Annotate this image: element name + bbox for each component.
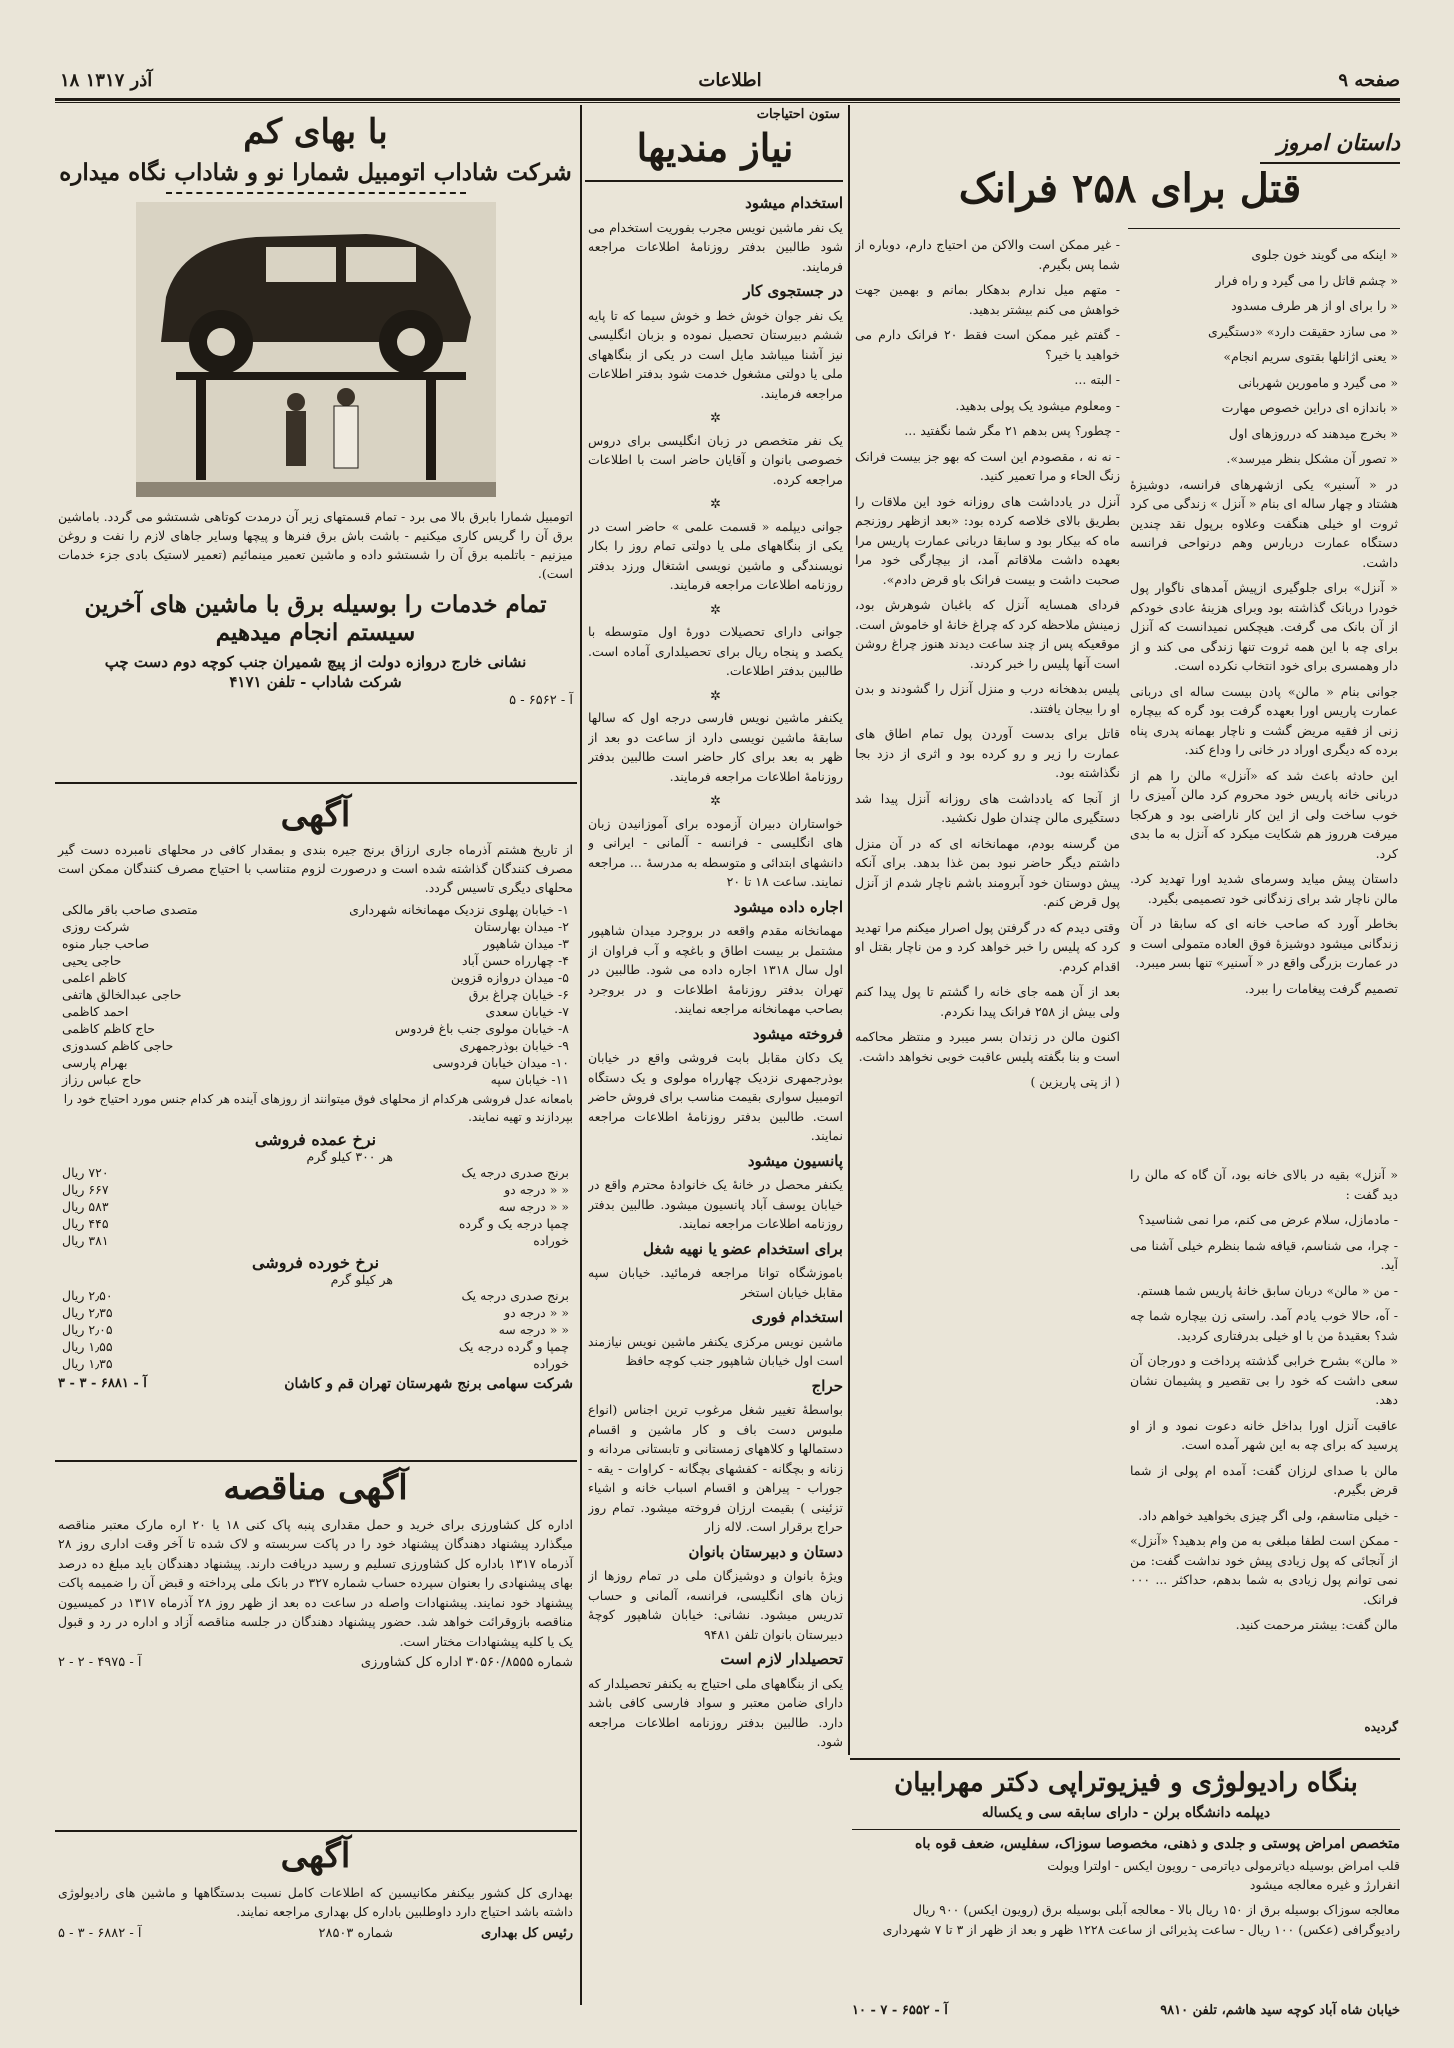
cell: ۱- خیابان پهلوی نزدیک مهمانخانه شهرداری [349, 901, 569, 917]
classified-heading: استخدام میشود [745, 194, 843, 212]
story-kicker: داستان امروز [1277, 130, 1400, 156]
clinic-ref: آ - ۶۵۵۲ - ۷ - ۱۰ [852, 2003, 948, 2018]
cell: ۱۱- خیابان سپه [490, 1071, 569, 1087]
clinic-methods: قلب امراض بوسیله دیاترمولی دیاترمی - رویون ایکس - اولترا ویولت [1047, 1858, 1400, 1874]
story-paragraph: - من « مالن» دربان سابق خانهٔ پاریس شما هستم. [1136, 1282, 1398, 1298]
health-notice-body: بهداری کل کشور بیکنفر مکانیسین که اطلاعات کامل نسبت بدستگاهها و ماشین های رادیولوژی داشته باشد احتیاج دارد داوطلبین باداره کل بهداری مراجعه نمایند. [58, 1884, 573, 1920]
cell: حاجی عبدالخالق هاتفی [62, 986, 182, 1002]
classified-text: باموزشگاه توانا مراجعه فرمائید. خیابان سپه مقابل خیابان استخر [588, 1265, 843, 1300]
cell: حاجی کاظم کسدوزی [62, 1037, 174, 1053]
cell: بهرام پارسی [62, 1054, 128, 1070]
paper-name: اطلاعات [698, 70, 762, 91]
wholesale-price-table [58, 1164, 573, 1249]
ad-company: شرکت شاداب - تلفن ۴۱۷۱ [229, 672, 402, 691]
story-paragraph: « تصور آن مشکل بنظر میرسد». [1226, 451, 1398, 466]
classified-heading: حراج [811, 1376, 843, 1395]
ad-body: اتومبیل شمارا بابرق بالا می برد - تمام قسمتهای زیر آن درمدت کوتاهی شستشو می گردد. باماشین برق آن را گریس کاری میکنیم - باشت باش برق فنرها و پیچها وسایر جاهای لازم را نفت و روغن میزنیم - باتلمبه برق آن را شستشو داده و ماشین تعمیر مینمائیم (تعمیر لاستیک بادی جزء خدمات است). [58, 509, 573, 582]
price-row [58, 1338, 573, 1355]
classified-text: یک دکان مقابل بابت فروشی واقع در خیابان بوذرجمهری نزدیک چهارراه مولوی و یک دستگاه اتومبیل سواری بقیمت مناسب برای فروش حاضر است. طالبین بدفتر روزنامهٔ اطلاعات مراجعه نمایند. [588, 1050, 843, 1143]
story-paragraph: « را برای او از هر طرف مسدود [1231, 298, 1398, 313]
classified-text: یکنفر ماشین نویس فارسی درجه اول که سالها سابقهٔ ماشین نویسی دارد از ساعت دو بعد از ظهر به بعد برای کار حاضر است طالبین بدفتر روزنامهٔ اطلاعات مراجعه فرمایند. [588, 710, 843, 784]
cell: خوراده [533, 1355, 569, 1371]
story-paragraph: آنزل در یادداشت های روزانه خود این ملاقات را بطریق بالای خلاصه کرده بود: «بعد ازظهر روزنجم ماه که بیکار بود و سابقا دربانی عمارت پاریس مرا بعهده داشت ملاقاتم آمد، از بیچارگی خود مرا صحبت داشت و بیست فرانک باو قرض دادم». [855, 493, 1120, 587]
story-paragraph: جوانی بنام « مالن» پادن بیست ساله ای دربانی عمارت پاریس اورا بعهده گرفت بود گره که بیچاره زنی از فقیه مریض گشت و ناچار بهمانه پدری پناه برده که دیگری اوراد در خانی را وداع کند. [1130, 683, 1398, 757]
story-paragraph: داستان پیش میاید وسرمای شدید اورا تهدید کرد. مالن ناچار شد برای زندگانی خود تصمیمی بگیرد. [1130, 871, 1398, 906]
issue-date: ۱۸ آذر ۱۳۱۷ [60, 70, 153, 91]
wanted-rule [585, 180, 843, 182]
place-row [58, 1003, 573, 1020]
shadab-ad [58, 112, 573, 802]
classified-text: یک نفر متخصص در زبان انگلیسی برای دروس خصوصی بانوان و آقایان حاضر است با اطلاعات مراجعه کرده. [588, 432, 843, 487]
ad-ref: آ - ۶۵۶۲ - ۵ [509, 692, 573, 708]
place-row [58, 935, 573, 952]
cell: ۱۰- میدان خیابان فردوسی [432, 1054, 569, 1070]
story-paragraph: مالن گفت: بیشتر مرحمت کنید. [1235, 1617, 1398, 1632]
cell: ۶۶۷ ریال [62, 1181, 109, 1197]
cell: متصدی صاحب باقر مالکی [62, 901, 198, 917]
price-row [58, 1304, 573, 1321]
cell: برنج صدری درجه یک [461, 1287, 569, 1303]
story-column-1 [1130, 245, 1398, 1160]
classified-heading: استخدام فوری [751, 1308, 843, 1326]
column-divider [580, 105, 582, 2005]
story-paragraph: « مالن» بشرح خرابی گذشته پرداخت و دورجان آن سعی داشت که خود را بی تقصیر و پشیمان نشان دهد. [1130, 1353, 1398, 1407]
cell: ۷۲۰ ریال [62, 1164, 109, 1180]
cell: چمپا درجه یک و گرده [458, 1215, 569, 1231]
cell: حاج کاظم کاظمی [62, 1020, 155, 1036]
price-row [58, 1287, 573, 1304]
cell: ۸- خیابان مولوی جنب باغ فردوس [394, 1020, 569, 1036]
header-rule-thin [55, 102, 1400, 103]
story-paragraph: این حادثه باعث شد که «آنزل» مالن را هم از دربانی خانه پاریس خود محروم کرد مالن آمیزی را خوب ساخت ولی از این کار ناراضی بود و هرکجا میرفت هرروز هم شکایت میکرد که آنزل به ما بدی کرد. [1130, 767, 1398, 861]
column-divider [848, 105, 850, 1755]
ad-address: نشانی خارج دروازه دولت از پیچ شمیران جنب کوچه دوم دست چپ [104, 652, 527, 671]
rice-notice-ref: آ - ۶۸۸۱ - ۳ - ۳ [58, 1375, 147, 1391]
distribution-places-table [58, 901, 573, 1088]
story-paragraph: وقتی دیدم که در گرفتن پول اصرار میکنم مرا تهدید کرد که پلیس را خبر خواهد کرد و من ناچار بقتل او اقدام کردم. [855, 919, 1120, 974]
story-paragraph: از آنجا که یادداشت های روزانه آنزل پیدا شد دستگیری مالن چندان طول نکشید. [855, 790, 1120, 825]
cell: خوراده [533, 1232, 569, 1248]
story-paragraph: « بخرج میدهند که درروزهای اول [1228, 425, 1398, 441]
classified-text: جوانی دارای تحصیلات دورهٔ اول متوسطه با یکصد و پنجاه ریال برای تحصیلداری آماده است. طالبین بدفتر اطلاعات. [588, 624, 843, 678]
classified-text: ویژهٔ بانوان و دوشیزگان ملی در تمام روزها از زبان های انگلیسی، فرانسه، آلمانی و حساب تدریس میشود. نشانی: خیابان شاهپور کوچهٔ دبیرستان بانوان تلفن ۹۴۸۱ [588, 1568, 843, 1642]
retail-unit: هر کیلو گرم [330, 1271, 393, 1287]
story-paragraph: بخاطر آورد که صاحب خانه ای که سابقا در آن زندگانی میشود دوشیزهٔ فوق العاده متمولی است و در عمارت بزرگی واقع در « آسنیر» تنها بسر میبرد. [1130, 916, 1398, 970]
story-paragraph: اکنون مالن در زندان بسر میبرد و منتظر محاکمه است و بنا بگفته پلیس عاقبت خوبی نخواهد داشت. [855, 1029, 1120, 1064]
cell: ۹- خیابان بوذرجمهری [459, 1037, 569, 1053]
story-paragraph: - متهم میل ندارم بدهکار بمانم و بهمین جهت خواهش می کنم بیشتر بدهید. [855, 282, 1120, 317]
story-paragraph: - مادمازل، سلام عرض می کنم، مرا نمی شناسید؟ [1138, 1212, 1398, 1227]
classified-text: بواسطهٔ تغییر شغل مرغوب ترین اجناس (انواع ملبوس دست باف و کار ماشین و اقسام دستمالها و کلاههای زمستانی و تابستانی مردانه و زنانه و بچگانه - کفشهای بچگانه - کراوات - یقه - جوراب - پیراهن و اقسام اسباب خانه و اشیاء تزئینی ) بقیمت ارزان فروخته میشود. تمام روز حراج برقرار است. لاله زار [588, 1402, 843, 1534]
story-paragraph: قاتل برای بدست آوردن پول تمام اطاق های عمارت را زیر و رو کرده بود و اثری از دزد بجا نگذاشته بود. [855, 726, 1120, 780]
clinic-prices: معالجه سوزاک بوسیله برق از ۱۵۰ ریال بالا - معالجه آبلی بوسیله برق (رویون ایکس) ۹۰۰ ریال رادیوگرافی (عکس) ۱۰۰ ریال - ساعت پذیرائی از ساعت ۱۲۲۸ ظهر و بعد از ظهر از ۳ تا ۷ شهرداری [882, 1902, 1400, 1938]
header-rule [55, 98, 1400, 101]
ad-headline: با بهای کم [243, 112, 388, 152]
health-notice-title: آگهی [280, 1836, 351, 1876]
cell: برنج صدری درجه یک [461, 1164, 569, 1180]
retail-price-table [58, 1287, 573, 1372]
clinic-methods-2: انفرارژ و غیره معالجه میشود [1249, 1877, 1400, 1893]
tender-number: شماره ۳۰۵۶۰/۸۵۵۵ اداره کل کشاورزی [360, 1655, 573, 1671]
story-paragraph: - نه نه ، مقصودم این است که بهو جز بیست فرانک زنگ الحاء و مرا تعمیر کنید. [855, 448, 1120, 483]
story-paragraph: - چرا، می شناسم، قیافه شما بنظرم خیلی آشنا می آید. [1130, 1237, 1398, 1272]
clinic-ad [852, 1762, 1400, 2032]
clinic-top-rule [850, 1758, 1400, 1760]
place-row [58, 986, 573, 1003]
cell: حاج عباس رزاز [62, 1071, 142, 1087]
classified-separator-icon: ✲ [710, 411, 721, 426]
classified-text: خواستاران دبیران آزموده برای آموزانیدن زبان های انگلیسی - فرانسه - آلمانی - ایرانی و دانشهای ابتدائی و متوسطه به مدرسهٔ ... مراجعه نمایند. ساعت ۱۸ تا ۲۰ [588, 815, 843, 889]
ad-services-2: سیستم انجام میدهیم [215, 618, 416, 646]
cell: حاجی یحیی [62, 952, 122, 968]
rice-notice [58, 795, 573, 1455]
clinic-credentials: دیپلمه دانشگاه برلن - دارای سابقه سی و یکساله [981, 1805, 1271, 1822]
classified-heading: پانسیون میشود [747, 1151, 843, 1170]
classified-text: یک نفر ماشین نویس مجرب بفوریت استخدام می شود طالبین بدفتر روزنامهٔ اطلاعات مراجعه فرمایند. [588, 219, 843, 274]
cell: ۱٫۳۵ ریال [62, 1355, 113, 1371]
story-paragraph: - گفتم غیر ممکن است فقط ۲۰ فرانک دارم می خواهید یا خیر؟ [855, 327, 1120, 362]
health-notice-ref: آ - ۶۸۸۲ - ۳ - ۵ [58, 1925, 142, 1941]
story-paragraph: « آنزل» بقیه در بالای خانه بود، آن گاه که مالن را دید گفت : [1130, 1167, 1398, 1202]
place-row [58, 969, 573, 986]
price-row [58, 1232, 573, 1249]
page-number: صفحه ۹ [1338, 70, 1400, 91]
kicker-rule [1260, 162, 1400, 164]
cell: ۶- خیابان چراغ برق [468, 986, 569, 1002]
price-row [58, 1198, 573, 1215]
health-notice-number: شماره ۲۸۵۰۳ [318, 1925, 393, 1941]
story-paragraph: پلیس بدهخانه درب و منزل آنزل را گشودند و بدن او را بیجان یافتند. [855, 681, 1120, 716]
price-row [58, 1321, 573, 1338]
rice-notice-note: بامعانه عدل فروشی هرکدام از محلهای فوق میتوانند از روزهای آینده هر کدام جنس مورد احتیاج خود را بپردازند و تهیه نمایند. [63, 1091, 573, 1124]
classified-heading: برای استخدام عضو یا نهیه شغل [642, 1239, 843, 1258]
cell: کاظم اعلمی [62, 969, 127, 985]
classified-heading: در جستجوی کار [743, 282, 843, 300]
story-paragraph: - چطور؟ پس بدهم ۲۱ مگر شما نگفتید ... [904, 423, 1120, 438]
health-notice-signature: رئیس کل بهداری [481, 1925, 573, 1941]
story-paragraph: بعد از آن همه جای خانه را گشتم تا پول پیدا کنم ولی بیش از ۲۵۸ فرانک پیدا نکردم. [855, 984, 1120, 1019]
cell: « « درجه دو [504, 1181, 569, 1197]
price-row [58, 1181, 573, 1198]
retail-title: نرخ خورده فروشی [251, 1252, 380, 1272]
story-paragraph: « یعنی اژانلها بقتوی سریم انجام» [1223, 349, 1398, 364]
story-paragraph: - ومعلوم میشود یک پولی بدهید. [955, 397, 1120, 413]
ad-bottom-rule [55, 782, 577, 784]
cell: ۳۸۱ ریال [62, 1232, 109, 1248]
story-paragraph: « می گیرد و مامورین شهربانی [1238, 374, 1398, 390]
classified-text: جوانی دیپلمه « قسمت علمی » حاضر است در یکی از بنگاههای ملی یا دولتی تمام روز را بکار نویسندگی و ماشین نویسی اشتغال ورزد بدفتر روزنامه اطلاعات مراجعه فرمایند. [588, 518, 843, 592]
story-title: قتل برای ۲۵۸ فرانک [958, 165, 1302, 212]
ad-dash-rule [166, 192, 466, 194]
cell: ۲٫۰۵ ریال [62, 1321, 113, 1337]
classified-text: یک نفر جوان خوش خط و خوش سیما که تا پایه ششم دبیرستان تحصیل نموده و بزبان انگلیسی نیز آشنا میباشد مایل است در یکی از بنگاههای ملی یا دولتی مشغول خدمت شود بدفتر اطلاعات مراجعه فرمایند. [588, 307, 843, 401]
classified-separator-icon: ✲ [710, 688, 721, 704]
story-paragraph: در « آسنیر» یکی ازشهرهای فرانسه، دوشیزهٔ هشتاد و چهار ساله ای بنام « آنزل » زندگی می کرد ثروت او خیلی هنگفت وعلاوه برپول نقد چندین دستگاه عمارت دربارس وهم درنواحی فرانسه داشت. [1130, 476, 1398, 570]
story-column-3 [1130, 1165, 1398, 1750]
place-row [58, 952, 573, 969]
place-row [58, 1071, 573, 1088]
cell: « « درجه دو [504, 1304, 569, 1320]
rice-notice-intro: از تاریخ هشتم آذرماه جاری ارزاق برنج جیره بندی و بمقدار کافی در محلهای نامبرده دست گیر مصرف کنندگان گذاشته شده است و درصورت لزوم متناسب با احتیاج مصرف کنندگان ممکن است محلهای دیگری تاسیس گردد. [58, 841, 573, 895]
classified-separator-icon: ✲ [710, 602, 721, 618]
health-notice [58, 1836, 573, 2036]
classified-heading: فروخته میشود [752, 1024, 843, 1043]
story-paragraph: « آنزل» برای جلوگیری ازپیش آمدهای ناگوار پول خودرا دربانک گذاشته بود وبرای هزینهٔ عادی خودکم از آن بانک می گرفت. هیچکس نمیدانست که آنزل برای چه با این همه ثروت تنها زندگی می کند و از دار وهمسری برای خود انتخاب نکرده است. [1130, 580, 1398, 673]
wholesale-unit: هر ۳۰۰ کیلو گرم [306, 1148, 393, 1164]
clinic-specialty: متخصص امراض پوستی و جلدی و ذهنی، مخصوصا سوزاک، سفلیس، ضعف قوه باه [852, 1829, 1400, 1852]
story-paragraph: - غیر ممکن است والاکن من احتیاج دارم، دوباره از شما پس بگیرم. [855, 237, 1120, 272]
classified-text: مهمانخانه مقدم واقعه در بروجرد میدان شاهپور مشتمل بر بیست اطاق و باغچه و آب فراوان از اول سال ۱۳۱۸ اجاره داده می شود. طالبین در تهران بدفتر روزنامهٔ اطلاعات و در بروجرد بصاحب مهمانخانه مراجعه نمایند. [588, 923, 843, 1016]
story-paragraph: ( از پتی پاریزین ) [1030, 1074, 1120, 1089]
classified-text: ماشین نویس مرکزی یکنفر ماشین نویس نیازمند است اول خیابان شاهپور جنب کوچه حافظ [588, 1333, 843, 1368]
cell: شرکت روزی [62, 918, 130, 934]
story-paragraph: فردای همسایه آنزل که باغبان شوهرش بود، زمینش ملاحظه کرد که چراغ خانهٔ او خاموش است. موقعیکه پس از چند ساعت دیدند هنوز چراغ روشن است آنها پلیس را خبر کردند. [855, 597, 1120, 671]
story-paragraph: عاقبت آنزل اورا بداخل خانه دعوت نمود و از او پرسید که برای چه به این شهر آمده است. [1130, 1417, 1398, 1452]
cell: چمپا و گرده درجه یک [458, 1338, 569, 1354]
price-row [58, 1215, 573, 1232]
tender-notice [58, 1468, 573, 1798]
cell: ۲٫۵۰ ریال [62, 1287, 113, 1303]
clinic-title: بنگاه رادیولوژی و فیزیوتراپی دکتر مهرابیان [894, 1768, 1358, 1798]
classified-heading: اجاره داده میشود [733, 897, 843, 916]
story-paragraph: مالن با صدای لرزان گفت: آمده ام پولی از شما قرض بگیرم. [1130, 1462, 1398, 1497]
wanted-title: نیاز مندیها [636, 125, 794, 170]
page-header [60, 70, 1400, 98]
tender-body: اداره کل کشاورزی برای خرید و حمل مقداری پنبه پاک کنی ۱۸ یا ۲۰ اره مارک معتبر مناقصه میگذارد پیشنهاد دهندگان پیشنهاد خود را در پاکت سربسته و لاک شده تا آخر وقت اداری روز ۲۸ آذرماه ۱۳۱۷ باداره کل کشاورزی تسلیم و رسید دریافت دارند. پیشنهاد دهندگان باید مبلغ ده درصد بهای پیشنهادی را بعنوان سپرده حساب شماره ۳۲۷ در بانک ملی پرداخته و قبض آن را ضمیمه پاکت پیشنهاد خود نمایند. پیشنهادات واصله در ساعت ده بعد از ظهر روز ۲۸ آذرماه ۱۳۱۷ در کمیسیون مناقصه بازوقرائت خواهد شد. حضور پیشنهاد دهندگان در جلسه مناقصه آزاد و اداره در رد و قبول یک یا کلیه پیشنهادات مختار است. [58, 1516, 574, 1649]
story-column-2 [855, 235, 1120, 1750]
story-paragraph: « می سازد حقیقت دارد» «دستگیری [1207, 323, 1398, 339]
cell: « « درجه سه [498, 1321, 569, 1337]
cell: احمد کاظمی [62, 1003, 129, 1019]
wanted-kicker: ستون احتیاجات [756, 107, 840, 122]
place-row [58, 901, 573, 918]
story-paragraph: « باندازه ای دراین خصوص مهارت [1221, 400, 1398, 415]
story-paragraph: من گرسنه بودم، مهمانخانه ای که در آن منزل داشتم دیگر حاضر نبود بمن غذا بدهد. برای آنکه پیش دوستان خود آبرومند باشم ناچار شدم از آنزل پول قرض کنم. [855, 835, 1120, 909]
clinic-address: خیابان شاه آباد کوچه سید هاشم، تلفن ۹۸۱۰ [1160, 2003, 1400, 2018]
story-paragraph: - خیلی متاسفم، ولی اگر چیزی بخواهید خواهم داد. [1138, 1507, 1398, 1523]
classified-separator-icon: ✲ [710, 794, 721, 809]
cell: ۴۴۵ ریال [62, 1215, 109, 1231]
story-paragraph: - البته ... [1074, 372, 1120, 387]
place-row [58, 1037, 573, 1054]
rice-bottom-rule [55, 1460, 577, 1462]
cell: ۳- میدان شاهپور [483, 935, 569, 951]
story-paragraph: « چشم قاتل را می گیرد و راه فرار [1215, 272, 1398, 288]
cell: ۱٫۵۵ ریال [62, 1338, 113, 1354]
classified-heading: تحصیلدار لازم است [720, 1650, 843, 1668]
story-paragraph: - ممکن است لطفا مبلغی به من وام بدهید؟ «آنزل» از آنجائی که پول زیادی پیش خود نداشت گفت: من نمی توانم پول زیادی به شما بدهم، حداکثر ... ۰۰۰ فرانک. [1130, 1533, 1398, 1607]
story-paragraph: - آه، حالا خوب یادم آمد. راستی زن بیچاره شما چه شد؟ بعقیدهٔ من با او خیلی بدرفتاری کردید. [1130, 1308, 1398, 1343]
classified-text: یکنفر محصل در خانهٔ یک خانوادهٔ محترم واقع در خیابان یوسف آباد پانسیون میشود. طالبین بدفتر روزنامه اطلاعات مراجعه نمایند. [588, 1177, 843, 1231]
cell: ۵- میدان دروازه قزوین [450, 969, 569, 985]
wanted-column [588, 190, 843, 2030]
story-paragraph: تصمیم گرفت پیغامات را ببرد. [1244, 980, 1398, 996]
place-row [58, 1020, 573, 1037]
cell: صاحب جبار منوه [62, 935, 150, 951]
classified-text: یکی از بنگاههای ملی احتیاج به یکنفر تحصیلدار که دارای ضامن معتبر و سواد فارسی کافی باشد دارد. طالبین بدفتر روزنامه اطلاعات مراجعه شود. [588, 1675, 843, 1749]
classified-separator-icon: ✲ [710, 497, 721, 512]
place-row [58, 1054, 573, 1071]
car-lift-illustration [136, 202, 496, 497]
rice-notice-signature: شرکت سهامی برنج شهرستان تهران قم و کاشان [284, 1375, 573, 1392]
tender-title: آگهی مناقصه [223, 1468, 408, 1508]
cell: ۷- خیابان سعدی [485, 1003, 569, 1019]
title-rule [1128, 228, 1400, 229]
wholesale-title: نرخ عمده فروشی [254, 1129, 377, 1149]
price-row [58, 1355, 573, 1372]
ad-subhead: شرکت شاداب اتومبیل شمارا نو و شاداب نگاه میداره [59, 158, 572, 186]
rice-notice-title: آگهی [280, 795, 351, 835]
story-paragraph: « اینکه می گویند خون جلوی [1251, 247, 1398, 262]
classified-heading: دستان و دبیرستان بانوان [688, 1542, 843, 1561]
cell: ۵۸۳ ریال [62, 1198, 109, 1214]
cell: « « درجه سه [498, 1198, 569, 1214]
price-row [58, 1164, 573, 1181]
story-end: گردیده [1364, 1720, 1398, 1734]
place-row [58, 918, 573, 935]
cell: ۴- چهارراه حسن آباد [462, 952, 569, 968]
cell: ۲- میدان بهارستان [474, 918, 569, 934]
ad-services-1: تمام خدمات را بوسیله برق با ماشین های آخرین [84, 591, 547, 619]
cell: ۲٫۳۵ ریال [62, 1304, 113, 1320]
tender-bottom-rule [55, 1830, 577, 1832]
tender-ref: آ - ۴۹۷۵ - ۲ - ۲ [58, 1655, 142, 1671]
